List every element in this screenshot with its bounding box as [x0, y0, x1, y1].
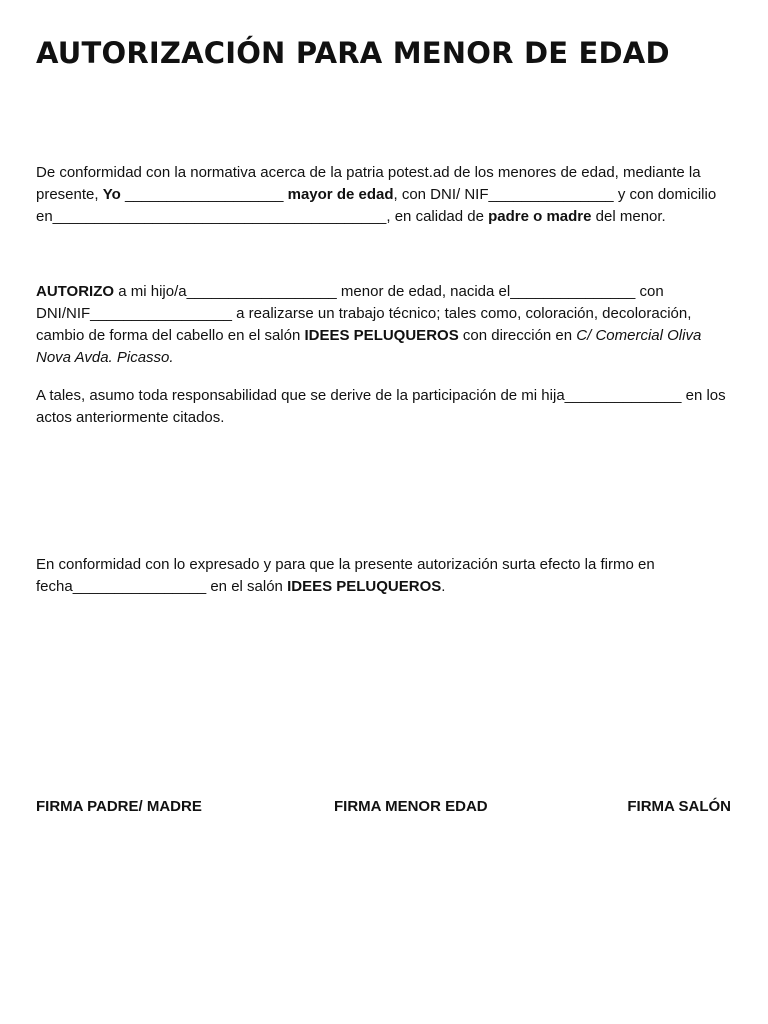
p1-text-3: , con DNI/ NIF_______________ y con domicilio en________________________________________, en calidad de [36, 186, 717, 225]
p1-bold-padre-o-madre: padre o madre [488, 208, 592, 225]
authorization-paragraph [36, 281, 736, 369]
p1-text-2: ___________________ [120, 186, 288, 203]
conformity-paragraph [36, 554, 736, 598]
p2-italic-address: C/ Comercial Oliva Nova Avda. Picasso. [36, 327, 702, 366]
p1-bold-yo: Yo [102, 186, 121, 203]
document-title: AUTORIZACIÓN PARA MENOR DE EDAD [36, 36, 670, 70]
p2-text-2: con dirección en [458, 327, 577, 344]
p1-text-4: del menor. [591, 208, 666, 225]
p4-text-1: En conformidad con lo expresado y para que la presente autorización surta efecto la firmo en fecha________________ en el salón [36, 556, 655, 595]
p2-bold-autorizo: AUTORIZO [36, 283, 115, 300]
parent-declaration-paragraph [36, 162, 736, 228]
p4-text-2: . [441, 578, 446, 595]
p1-text-1: De conformidad con la normativa acerca de la patria potest.ad de los menores de edad, mediante la presente, [36, 164, 701, 203]
p2-bold-salon-name: IDEES PELUQUEROS [304, 327, 459, 344]
signature-minor-label: FIRMA MENOR EDAD [334, 798, 488, 815]
p4-bold-salon-name: IDEES PELUQUEROS [287, 578, 442, 595]
responsibility-paragraph [36, 385, 736, 429]
signature-row [36, 798, 731, 820]
p3-text-1: A tales, asumo toda responsabilidad que se derive de la participación de mi hija______________ en los actos anteriormente citados. [36, 387, 726, 426]
signature-parent-label: FIRMA PADRE/ MADRE [36, 798, 202, 815]
p1-bold-mayor-de-edad: mayor de edad [287, 186, 394, 203]
p2-text-1: a mi hijo/a__________________ menor de edad, nacida el_______________ con DNI/NIF_________________ a realizarse un trabajo técnico; tales como, coloración, decoloración, cambio de forma del cabello en el salón [36, 283, 692, 344]
signature-salon-label: FIRMA SALÓN [627, 798, 731, 815]
